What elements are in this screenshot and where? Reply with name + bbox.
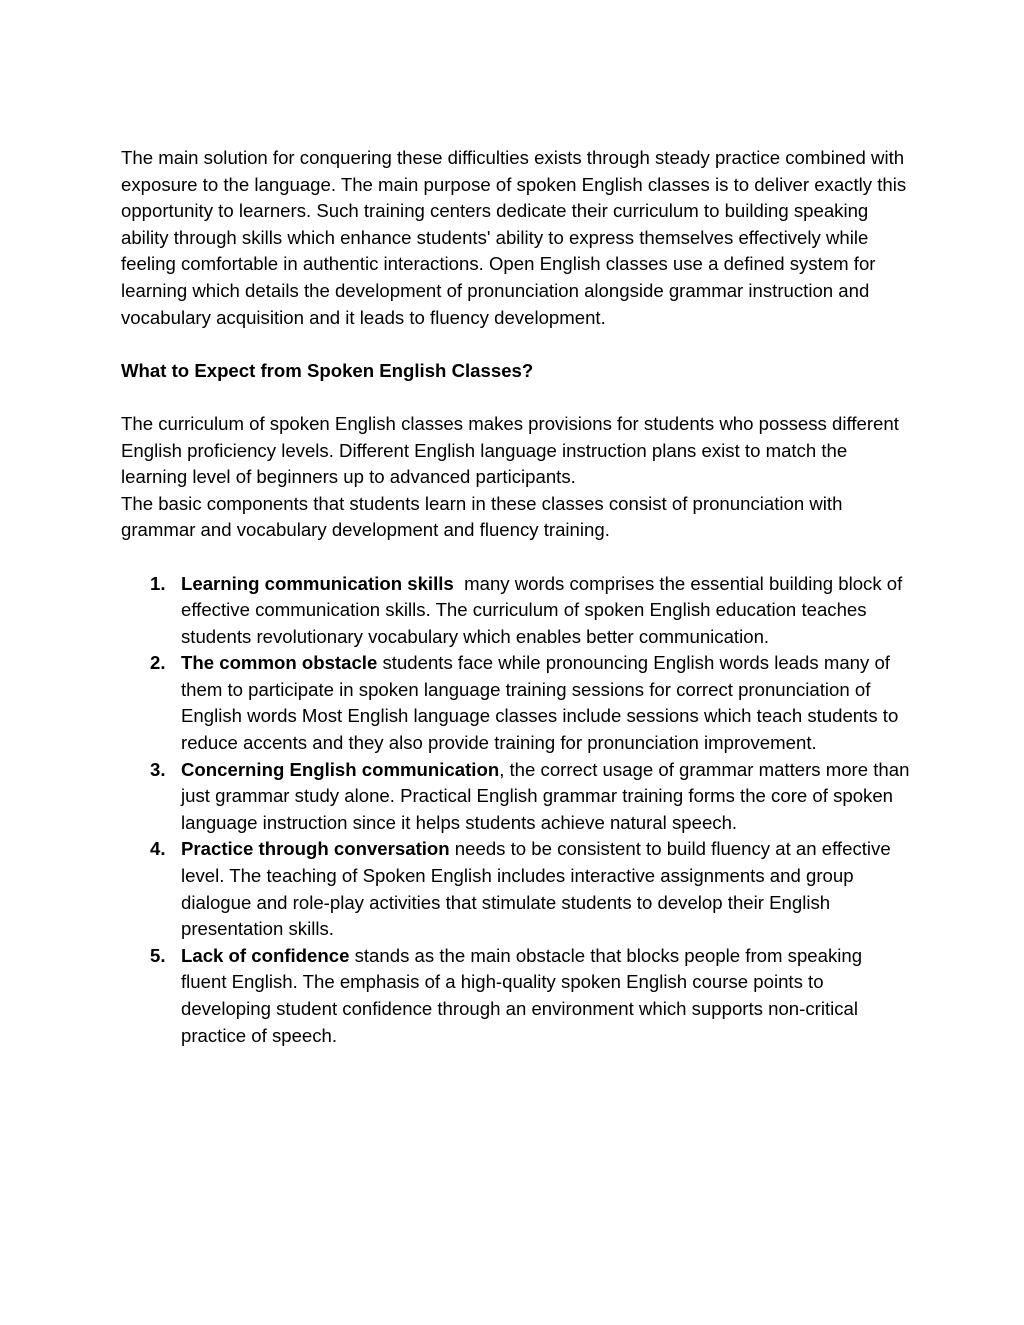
list-item-text: many words comprises the essential building block of effective communication skills. The curriculum of spoken English education teaches students revolutionary vocabulary which enables better communication. [181,572,908,647]
list-item-text: stands as the main obstacle that blocks people from speaking fluent English. The emphasis of a high-quality spoken English course points to developing student confidence through an environment which supports non-critical practice of speech. [181,944,863,1046]
list-item-text: needs to be consistent to build fluency at an effective level. The teaching of Spoken English includes interactive assignments and group dialogue and role-play activities that stimulate students to develop their English presentation skills. [181,838,891,940]
numbered-list [121,571,911,1050]
intro-paragraph: The main solution for conquering these difficulties exists through steady practice combined with exposure to the language. The main purpose of spoken English classes is to deliver exactly this opportunity to learners. Such training centers dedicate their curriculum to building speaking ability through skills which enhance students' ability to express themselves effectively while feeling comfortable in authentic interactions. Open English classes use a defined system for learning which details the development of pronunciation alongside grammar instruction and vocabulary acquisition and it leads to fluency development. [121,147,907,328]
spacer [121,331,911,358]
list-item [121,836,911,942]
list-item [121,650,911,756]
list-item-number: 3. [150,758,166,780]
list-item-lead: Practice through conversation [181,838,450,860]
list-item-lead: Learning communication skills [181,572,454,594]
section-paragraph-1: The curriculum of spoken English classes makes provisions for students who possess different English proficiency levels. Different English language instruction plans exist to match the learning level of beginners up to advanced participants. [121,412,899,488]
list-item-text: students face while pronouncing English words leads many of them to participate in spoken language training sessions for correct pronunciation of English words Most English language classes include sessions which teach students to reduce accents and they also provide training for pronunciation improvement. [181,652,899,754]
document-page [121,145,911,1049]
list-item [121,571,911,651]
list-item-lead: The common obstacle [181,652,378,674]
section-heading: What to Expect from Spoken English Classes? [121,359,534,381]
list-item-number: 4. [150,838,166,860]
list-item-lead: Concerning English communication [181,758,500,780]
list-item-number: 1. [150,572,166,594]
list-item [121,943,911,1049]
section-paragraph-2: The basic components that students learn in these classes consist of pronunciation with grammar and vocabulary development and fluency training. [121,492,843,541]
list-item-number: 2. [150,652,166,674]
spacer [121,544,911,571]
list-item-number: 5. [150,944,166,966]
list-item [121,757,911,837]
spacer [121,384,911,411]
list-item-lead: Lack of confidence [181,944,350,966]
list-item-text: , the correct usage of grammar matters more than just grammar study alone. Practical English grammar training forms the core of spoken language instruction since it helps students achieve natural speech. [181,758,910,833]
